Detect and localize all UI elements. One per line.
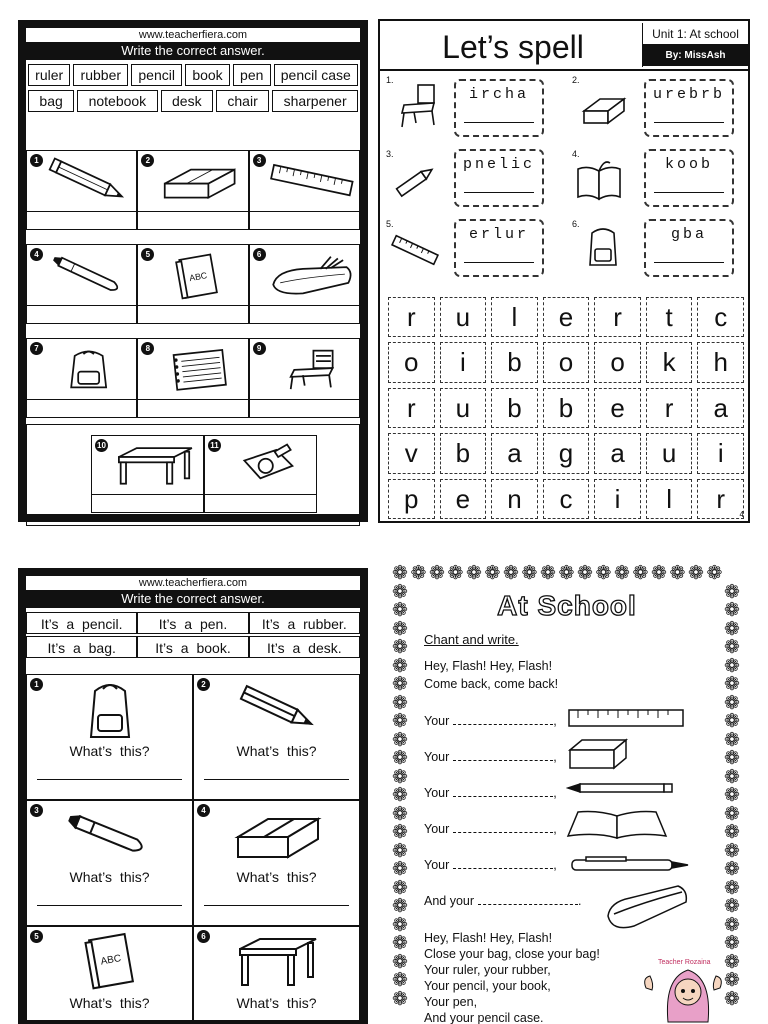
pencil-icon <box>45 155 132 207</box>
grid-letter[interactable]: r <box>646 388 693 428</box>
flower-ornament: ❁ <box>392 674 408 695</box>
worksheet-lets-spell <box>378 19 750 523</box>
flower-ornament: ❁ <box>724 692 740 714</box>
picture-cell <box>26 338 137 400</box>
scrambled-letters: gba <box>670 226 707 243</box>
answer-line <box>464 262 534 263</box>
grid-letter[interactable]: r <box>388 388 435 428</box>
blank-end: , <box>553 822 557 836</box>
picture-cell <box>249 338 360 400</box>
number-badge: 2 <box>197 678 210 691</box>
number-badge: 10 <box>95 439 108 452</box>
sentence-box: It’s a desk. <box>249 636 360 658</box>
item-number: 4. <box>572 149 580 159</box>
answer-line[interactable] <box>37 779 182 780</box>
scrambled-letters: koob <box>664 156 713 173</box>
sentence-box: It’s a pencil. <box>26 612 137 634</box>
answer-line[interactable] <box>204 905 349 906</box>
website-url: www.teacherfiera.com <box>26 576 360 590</box>
question-grid <box>26 674 360 1024</box>
word-bank-row-1 <box>26 64 360 86</box>
grid-letter[interactable]: c <box>697 297 744 337</box>
flower-ornament: ❁ <box>392 711 408 732</box>
sentence-box: It’s a bag. <box>26 636 137 658</box>
grid-letter[interactable]: i <box>697 433 744 473</box>
blank-space <box>453 796 553 797</box>
question-cell <box>193 926 360 1024</box>
flower-ornament: ❁ <box>558 563 575 584</box>
blank-end: , <box>553 858 557 872</box>
question-cell <box>26 674 193 800</box>
flower-ornament: ❁ <box>724 600 740 621</box>
pencil-case-icon <box>604 878 690 934</box>
flower-ornament: ❁ <box>392 914 408 936</box>
grid-letter[interactable]: k <box>646 342 693 382</box>
flower-ornament: ❁ <box>632 563 649 584</box>
flower-ornament: ❁ <box>724 951 740 973</box>
flower-ornament: ❁ <box>484 563 501 584</box>
flower-ornament: ❁ <box>410 563 427 584</box>
question-text: What’s this? <box>236 743 317 759</box>
flower-ornament: ❁ <box>392 637 408 658</box>
word-box: chair <box>216 90 269 112</box>
flower-ornament: ❁ <box>521 563 538 584</box>
answer-line <box>654 122 724 123</box>
flower-ornament: ❁ <box>392 729 408 751</box>
scrambled-word-box[interactable] <box>644 219 734 277</box>
bag-icon <box>45 343 132 395</box>
author-label: By: MissAsh <box>643 45 748 66</box>
answer-space[interactable] <box>26 400 137 418</box>
number-badge: 6 <box>253 248 266 261</box>
picture-pair <box>91 435 317 513</box>
answer-line <box>464 192 534 193</box>
grid-letter[interactable]: i <box>440 342 487 382</box>
picture-row-2 <box>26 244 360 324</box>
word-box: book <box>185 64 230 86</box>
picture-cell <box>204 435 317 495</box>
book-icon <box>566 808 668 840</box>
book-cover-label: ABC <box>188 270 209 284</box>
word-box: pencil case <box>274 64 358 86</box>
blank-end: , <box>553 750 557 764</box>
flower-ornament: ❁ <box>392 655 408 677</box>
picture-cell <box>137 244 248 306</box>
grid-letter[interactable]: r <box>697 479 744 519</box>
fill-blank-line[interactable] <box>424 858 557 872</box>
instruction-bar: Write the correct answer. <box>26 42 360 60</box>
flower-ornament: ❁ <box>724 988 740 1010</box>
ruler-icon <box>268 155 355 207</box>
grid-letter[interactable]: c <box>543 479 590 519</box>
grid-letter[interactable]: b <box>491 342 538 382</box>
flower-ornament: ❁ <box>724 618 740 640</box>
flower-ornament: ❁ <box>724 877 740 899</box>
word-bank-row-2 <box>26 90 360 112</box>
rubber-icon <box>578 87 628 133</box>
verse-line: Hey, Flash! Hey, Flash! <box>424 931 553 945</box>
verse-line: Your ruler, your rubber, <box>424 963 551 977</box>
flower-ornament: ❁ <box>466 563 482 584</box>
grid-letter[interactable]: b <box>543 388 590 428</box>
question-cell <box>26 800 193 926</box>
answer-space[interactable] <box>137 306 248 324</box>
question-text: What’s this? <box>236 869 317 885</box>
flower-ornament: ❁ <box>724 840 740 862</box>
page-title: At School <box>497 590 637 621</box>
instruction-bar: Write the correct answer. <box>26 590 360 608</box>
word-box: pen <box>233 64 271 86</box>
page-title: Let’s spell <box>442 29 584 65</box>
verse-line: And your pencil case. <box>424 1011 544 1024</box>
bag-icon <box>578 223 628 269</box>
flower-ornament: ❁ <box>429 563 445 584</box>
blank-space <box>453 724 553 725</box>
flower-ornament: ❁ <box>724 914 740 936</box>
picture-cell <box>137 150 248 212</box>
flower-ornament: ❁ <box>651 563 667 584</box>
pencil-icon <box>566 778 674 798</box>
grid-letter[interactable]: u <box>440 297 487 337</box>
question-text: What’s this? <box>69 743 150 759</box>
scrambled-word-box[interactable] <box>644 79 734 137</box>
scrambled-letters: urebrb <box>652 86 725 103</box>
ruler-icon <box>390 227 440 273</box>
grid-letter[interactable]: a <box>594 433 641 473</box>
number-badge: 6 <box>197 930 210 943</box>
word-box: pencil <box>131 64 182 86</box>
chair-icon <box>394 83 444 129</box>
verse-line: Your pencil, your book, <box>424 979 551 993</box>
number-badge: 11 <box>208 439 221 452</box>
answer-space[interactable] <box>137 212 248 230</box>
grid-letter[interactable]: r <box>388 297 435 337</box>
scrambled-word-box[interactable] <box>454 149 544 207</box>
rubber-icon <box>566 736 630 772</box>
flower-ornament: ❁ <box>724 637 740 658</box>
question-cell <box>26 926 193 1024</box>
blank-end: . <box>578 894 582 908</box>
flower-ornament: ❁ <box>724 933 740 954</box>
blank-space <box>478 904 578 905</box>
scrambled-letters: erlur <box>468 226 529 243</box>
number-badge: 3 <box>253 154 266 167</box>
word-box: desk <box>161 90 213 112</box>
answer-space[interactable] <box>249 400 360 418</box>
flower-ornament: ❁ <box>724 748 740 769</box>
number-badge: 9 <box>253 342 266 355</box>
book-icon <box>156 249 243 301</box>
picture-cell <box>249 150 360 212</box>
flower-ornament: ❁ <box>392 896 408 917</box>
website-url: www.teacherfiera.com <box>26 28 360 42</box>
flower-ornament: ❁ <box>724 674 740 695</box>
answer-space[interactable] <box>26 306 137 324</box>
sentence-box: It’s a pen. <box>137 612 248 634</box>
grid-letter[interactable]: a <box>491 433 538 473</box>
flower-ornament: ❁ <box>447 563 464 584</box>
item-number: 6. <box>572 219 580 229</box>
pencil-icon <box>390 159 440 205</box>
pen-icon <box>65 805 155 865</box>
answer-line[interactable] <box>37 905 182 906</box>
unit-box <box>642 23 748 67</box>
answer-line[interactable] <box>204 779 349 780</box>
fill-blank-line[interactable] <box>424 822 557 836</box>
grid-letter[interactable]: g <box>543 433 590 473</box>
flower-ornament: ❁ <box>392 748 408 769</box>
flower-ornament: ❁ <box>724 785 740 806</box>
instruction: Chant and write. <box>424 632 519 647</box>
scrambled-word-box[interactable] <box>454 219 544 277</box>
ruler-icon <box>568 706 684 730</box>
picture-row-3 <box>26 338 360 418</box>
word-box: notebook <box>77 90 157 112</box>
flower-ornament: ❁ <box>577 563 593 584</box>
scrambled-word-box[interactable] <box>454 79 544 137</box>
rubber-icon <box>156 155 243 207</box>
grid-letter[interactable]: r <box>594 297 641 337</box>
picture-row-1 <box>26 150 360 230</box>
word-box: ruler <box>28 64 70 86</box>
book-cover-label: ABC <box>99 953 122 968</box>
picture-cell <box>249 244 360 306</box>
unit-label: Unit 1: At school <box>643 23 748 45</box>
flower-ornament: ❁ <box>392 933 408 954</box>
flower-ornament: ❁ <box>724 581 740 603</box>
answer-space[interactable] <box>249 212 360 230</box>
answer-space[interactable] <box>26 212 137 230</box>
sentence-bank-row-1 <box>26 612 360 634</box>
grid-letter[interactable]: o <box>388 342 435 382</box>
fill-blank-line[interactable] <box>424 750 557 764</box>
flower-ornament: ❁ <box>392 988 408 1010</box>
worksheet-write-answer <box>18 20 368 522</box>
flower-ornament: ❁ <box>724 822 740 843</box>
notebook-icon <box>156 343 243 395</box>
grid-letter[interactable]: u <box>440 388 487 428</box>
item-number: 5. <box>386 219 394 229</box>
grid-letter[interactable]: v <box>388 433 435 473</box>
worksheet-at-school-chant <box>390 562 744 1024</box>
flower-ornament: ❁ <box>688 563 704 584</box>
flower-ornament: ❁ <box>724 766 740 788</box>
number-badge: 5 <box>141 248 154 261</box>
flower-ornament: ❁ <box>724 803 740 825</box>
verse-line: Your pen, <box>424 995 478 1009</box>
worksheet-whats-this <box>18 568 368 1024</box>
flower-ornament: ❁ <box>614 563 630 584</box>
flower-ornament: ❁ <box>724 655 740 677</box>
flower-ornament: ❁ <box>392 951 408 973</box>
answer-space[interactable] <box>249 306 360 324</box>
picture-cell <box>26 244 137 306</box>
grid-letter[interactable]: b <box>440 433 487 473</box>
number-badge: 3 <box>30 804 43 817</box>
flower-ornament: ❁ <box>392 859 408 880</box>
grid-letter[interactable]: u <box>646 433 693 473</box>
question-text: What’s this? <box>69 995 150 1011</box>
desk-icon <box>232 931 322 991</box>
number-badge: 4 <box>30 248 43 261</box>
scrambled-letters: pnelic <box>462 156 535 173</box>
flower-ornament: ❁ <box>724 896 740 917</box>
number-badge: 1 <box>30 154 43 167</box>
item-number: 1. <box>386 75 394 85</box>
flower-ornament: ❁ <box>724 859 740 880</box>
flower-ornament: ❁ <box>706 563 723 584</box>
sentence-box: It’s a book. <box>137 636 248 658</box>
flower-ornament: ❁ <box>392 822 408 843</box>
grid-letter[interactable]: i <box>594 479 641 519</box>
scrambled-word-box[interactable] <box>644 149 734 207</box>
blank-label: Your <box>424 786 450 800</box>
blank-label: Your <box>424 750 450 764</box>
flower-ornament: ❁ <box>540 563 556 584</box>
pen-icon <box>45 249 132 301</box>
item-number: 3. <box>386 149 394 159</box>
picture-row-4 <box>26 424 360 526</box>
question-text: What’s this? <box>69 869 150 885</box>
word-box: rubber <box>73 64 128 86</box>
pencil-icon <box>232 679 322 739</box>
verse-line: Come back, come back! <box>424 677 559 691</box>
book-icon <box>574 157 624 203</box>
grid-letter[interactable]: l <box>646 479 693 519</box>
item-number: 2. <box>572 75 580 85</box>
teacher-badge-text: Teacher Rozaina <box>658 959 711 966</box>
pencil-case-icon <box>268 249 355 301</box>
scrambled-letters: ircha <box>468 86 529 103</box>
blank-end: , <box>553 786 557 800</box>
number-badge: 5 <box>30 930 43 943</box>
teacher-avatar <box>638 948 728 1024</box>
bag-icon <box>65 679 155 739</box>
chair-icon <box>268 343 355 395</box>
flower-ornament: ❁ <box>392 563 408 584</box>
grid-letter[interactable]: e <box>440 479 487 519</box>
grid-letter[interactable]: b <box>491 388 538 428</box>
desk-icon <box>110 440 199 490</box>
flower-ornament: ❁ <box>392 600 408 621</box>
flower-ornament: ❁ <box>392 785 408 806</box>
flower-ornament: ❁ <box>724 711 740 732</box>
answer-space[interactable] <box>204 495 317 513</box>
rubber-icon <box>232 805 322 865</box>
fill-blank-line[interactable] <box>424 894 582 908</box>
page-number: 4 <box>739 510 744 519</box>
flower-ornament: ❁ <box>392 840 408 862</box>
grid-letter[interactable]: a <box>697 388 744 428</box>
flower-ornament: ❁ <box>595 563 612 584</box>
pen-icon <box>566 854 692 874</box>
flower-ornament: ❁ <box>392 970 408 991</box>
sentence-box: It’s a rubber. <box>249 612 360 634</box>
grid-letter[interactable]: e <box>594 388 641 428</box>
flower-ornament: ❁ <box>392 766 408 788</box>
blank-end: , <box>553 714 557 728</box>
book-icon <box>65 931 155 991</box>
flower-ornament: ❁ <box>724 729 740 751</box>
answer-line <box>464 122 534 123</box>
fill-blank-line[interactable] <box>424 786 557 800</box>
answer-line <box>654 192 724 193</box>
word-box: bag <box>28 90 74 112</box>
grid-letter[interactable]: e <box>543 297 590 337</box>
blank-space <box>453 760 553 761</box>
blank-space <box>453 832 553 833</box>
picture-cell <box>91 435 204 495</box>
grid-letter[interactable]: p <box>388 479 435 519</box>
blank-space <box>453 868 553 869</box>
sentence-bank-row-2 <box>26 636 360 658</box>
question-cell <box>193 674 360 800</box>
grid-letter[interactable]: o <box>543 342 590 382</box>
picture-cell <box>137 338 248 400</box>
flower-ornament: ❁ <box>503 563 519 584</box>
number-badge: 1 <box>30 678 43 691</box>
fill-blank-line[interactable] <box>424 714 557 728</box>
flower-ornament: ❁ <box>392 803 408 825</box>
number-badge: 8 <box>141 342 154 355</box>
number-badge: 4 <box>197 804 210 817</box>
grid-letter[interactable]: h <box>697 342 744 382</box>
grid-letter[interactable]: t <box>646 297 693 337</box>
flower-ornament: ❁ <box>392 581 408 603</box>
flower-ornament: ❁ <box>392 877 408 899</box>
grid-letter[interactable]: n <box>491 479 538 519</box>
grid-letter[interactable]: l <box>491 297 538 337</box>
blank-label: Your <box>424 858 450 872</box>
blank-label: And your <box>424 894 475 908</box>
blank-label: Your <box>424 822 450 836</box>
question-text: What’s this? <box>236 995 317 1011</box>
question-cell <box>193 800 360 926</box>
word-box: sharpener <box>272 90 358 112</box>
picture-cell <box>26 150 137 212</box>
sharpener-icon <box>223 440 312 490</box>
flower-ornament: ❁ <box>669 563 686 584</box>
flower-ornament: ❁ <box>392 618 408 640</box>
answer-space[interactable] <box>91 495 204 513</box>
number-badge: 7 <box>30 342 43 355</box>
flower-ornament: ❁ <box>724 970 740 991</box>
verse-line: Close your bag, close your bag! <box>424 947 600 961</box>
answer-line <box>654 262 724 263</box>
word-search-grid <box>388 297 744 519</box>
blank-label: Your <box>424 714 450 728</box>
flower-ornament: ❁ <box>392 692 408 714</box>
divider <box>380 69 748 71</box>
verse-line: Hey, Flash! Hey, Flash! <box>424 659 553 673</box>
grid-letter[interactable]: o <box>594 342 641 382</box>
answer-space[interactable] <box>137 400 248 418</box>
number-badge: 2 <box>141 154 154 167</box>
